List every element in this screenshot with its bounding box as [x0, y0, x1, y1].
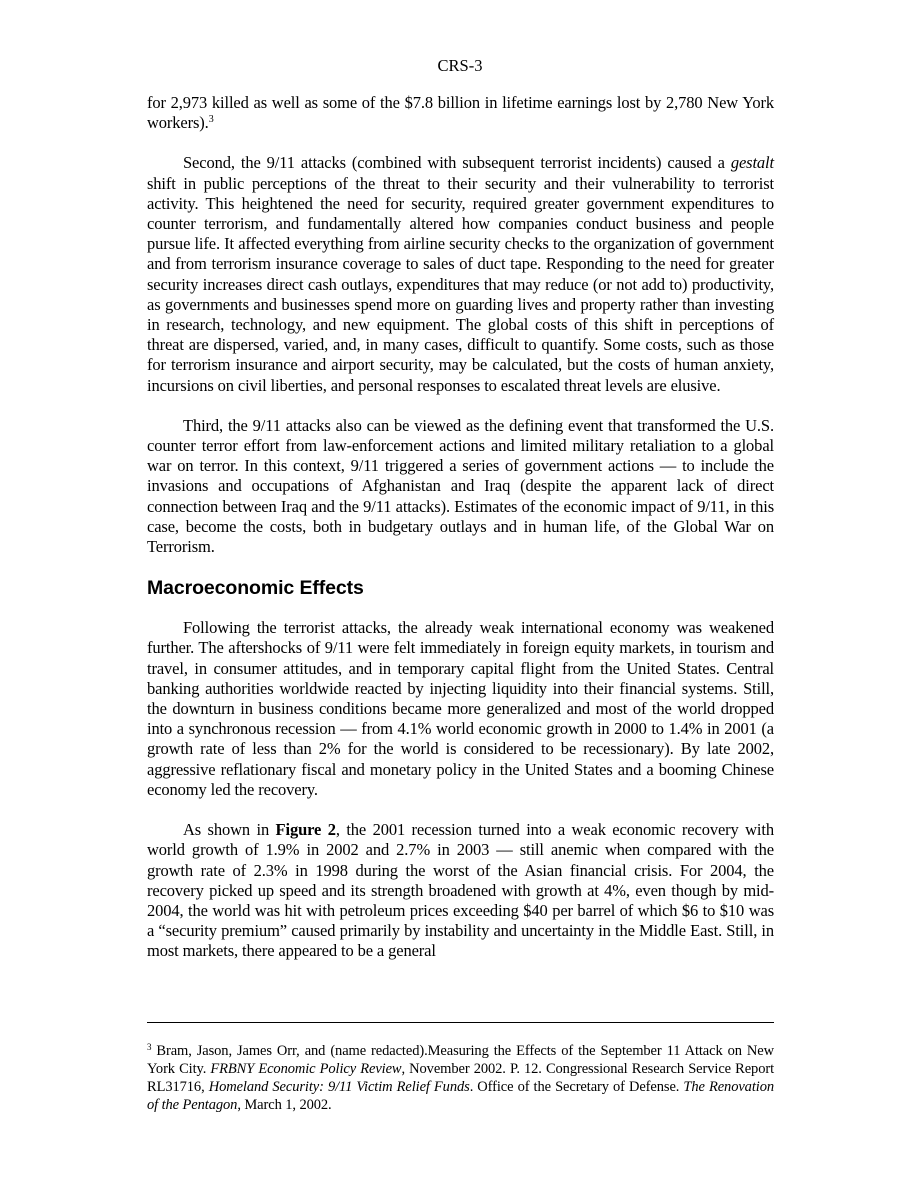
page-number: CRS-3 [437, 56, 483, 75]
footnote-mark: 3 [147, 1042, 152, 1052]
footnote-text: Bram, Jason, James Orr, and (name redacted).Measuring the Effects of the September 11 Attack on New York City. [147, 1043, 774, 1077]
emphasis-gestalt: gestalt [730, 153, 774, 173]
footnote-title: Homeland Security: 9/11 Victim Relief Funds [208, 1079, 470, 1095]
paragraph-third: Third, the 9/11 attacks also can be viewed as the defining event that transformed the U.S. counter terror effort from law-enforcement actions and limited military retaliation to a global war on terror. In this context, 9/11 triggered a series of government actions — to include the invasions and occupations of Afghanistan and Iraq (despite the apparent lack of direct connection between Iraq and the 9/11 attacks). Estimates of the economic impact of 9/11, in this case, become the costs, both in budgetary outlays and in human life, of the Global War on Terrorism. [147, 415, 774, 557]
section-heading: Macroeconomic Effects [147, 577, 364, 600]
figure-link: Figure 2 [275, 820, 336, 840]
footnote-text: , March 1, 2002. [237, 1097, 332, 1113]
paragraph-text: Second, the 9/11 attacks (combined with subsequent terrorist incidents) caused a [183, 153, 731, 173]
body-text [147, 93, 774, 962]
paragraph-text: As shown in [183, 820, 276, 840]
paragraph-figure-reference [147, 820, 774, 961]
footnote [147, 1042, 774, 1114]
footnote-divider [147, 1022, 774, 1023]
paragraph-macroeconomic: Following the terrorist attacks, the already weak international economy was weakened further. The aftershocks of 9/11 were felt immediately in foreign equity markets, in tourism and travel, in consumer attitudes, and in temporary capital flight from the United States. Central banking authorities worldwide reacted by injecting liquidity into their financial systems. Still, the downturn in business conditions became more generalized and most of the world dropped into a synchronous recession — from 4.1% world economic growth in 2000 to 1.4% in 2001 (a growth rate of less than 2% for the world is considered to be recessionary). By late 2002, aggressive reflationary fiscal and monetary policy in the United States and a booming Chinese economy led the recovery. [147, 618, 774, 799]
paragraph-text: for 2,973 killed as well as some of the $7.8 billion in lifetime earnings lost by 2,780 New York workers). [147, 93, 774, 133]
footnote-title: The Renovation of the Pentagon [147, 1079, 774, 1113]
footnote-reference: 3 [208, 114, 214, 126]
paragraph-text: , the 2001 recession turned into a weak economic recovery with world growth of 1.9% in 2002 and 2.7% in 2003 — still anemic when compared with the growth rate of 2.3% in 1998 during the worst of the Asian financial crisis. For 2004, the recovery picked up speed and its strength broadened with growth at 4%, even though by mid-2004, the world was hit with petroleum prices exceeding $40 per barrel of which $6 to $10 was a “security premium” caused primarily by instability and uncertainty in the Middle East. Still, in most markets, there appeared to be a general [147, 820, 774, 961]
footnote-text: , November 2002. P. 12. Congressional Research Service Report RL31716, [147, 1061, 774, 1095]
paragraph-second [147, 153, 774, 395]
footnote-text: . Office of the Secretary of Defense. [469, 1079, 684, 1095]
paragraph-continuation [147, 93, 774, 133]
paragraph-text: shift in public perceptions of the threat to their security and their vulnerability to terrorist activity. This heightened the need for security, required greater government expenditures to counter terrorism, and fundamentally altered how companies conduct business and people pursue life. It affected everything from airline security checks to the organization of government and from terrorism insurance coverage to sales of duct tape. Responding to the need for greater security increases direct cash outlays, expenditures that may reduce (or not add to) productivity, as governments and businesses spend more on guarding lives and property rather than investing in research, technology, and new equipment. The global costs of this shift in perceptions of threat are dispersed, varied, and, in many cases, difficult to quantify. Some costs, such as those for terrorism insurance and airport security, may be calculated, but the costs of human anxiety, incursions on civil liberties, and personal responses to escalated threat levels are elusive. [147, 173, 774, 395]
footnote-title: FRBNY Economic Policy Review [210, 1061, 402, 1077]
